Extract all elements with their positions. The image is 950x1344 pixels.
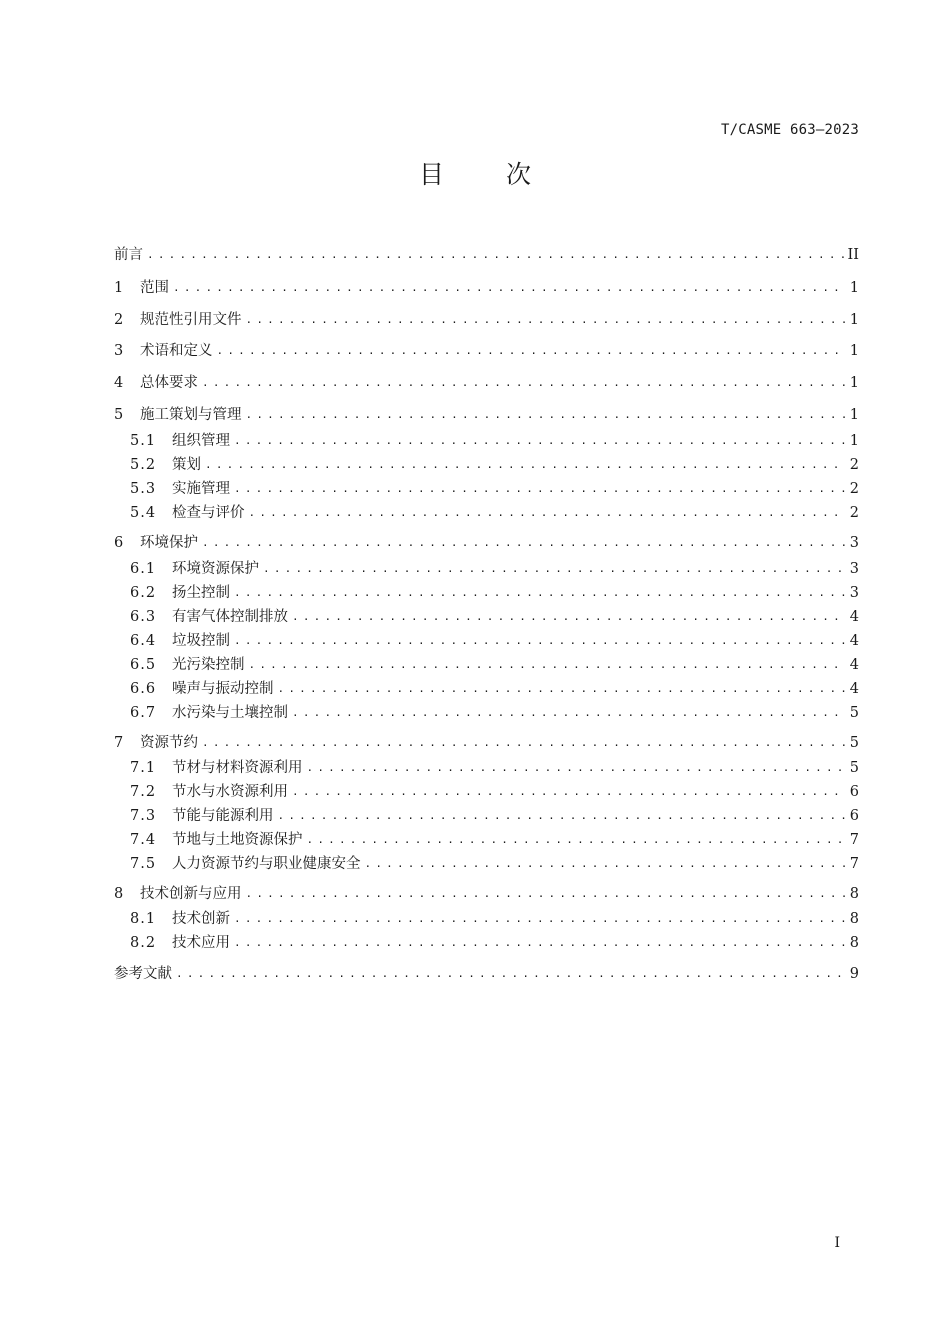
- toc-entry-label: 扬尘控制: [172, 585, 230, 601]
- toc-subentry[interactable]: [130, 630, 859, 652]
- toc-dot-leader: [202, 372, 846, 394]
- toc-entry[interactable]: [114, 883, 859, 905]
- toc-entry[interactable]: [114, 732, 859, 754]
- toc-dot-leader: [365, 853, 846, 875]
- toc-entry-number: 1: [114, 280, 124, 296]
- document-code: T/CASME 663—2023: [720, 122, 859, 138]
- toc-entry-number: 5.3: [130, 481, 157, 497]
- toc-entry-page: 7: [849, 832, 859, 848]
- toc-dot-leader: [234, 630, 846, 652]
- toc-entry-page: 4: [849, 681, 859, 697]
- toc-entry-number: 7: [114, 735, 124, 751]
- toc-subentry[interactable]: [130, 702, 859, 724]
- toc-entry[interactable]: [114, 309, 859, 331]
- toc-entry-number: 6.1: [130, 561, 157, 577]
- toc-entry-label: 光污染控制: [172, 657, 245, 673]
- toc-subentry[interactable]: [130, 606, 859, 628]
- toc-entry-label: 人力资源节约与职业健康安全: [172, 856, 361, 872]
- toc-entry-number: 7.2: [130, 784, 157, 800]
- toc-entry-number: 7.5: [130, 856, 157, 872]
- toc-dot-leader: [249, 502, 846, 524]
- toc-entry-label: 节材与材料资源利用: [172, 760, 303, 776]
- toc-entry-label: 环境资源保护: [172, 561, 259, 577]
- toc-subentry[interactable]: [130, 654, 859, 676]
- toc-dot-leader: [249, 654, 846, 676]
- toc-entry-page: 6: [849, 784, 859, 800]
- toc-dot-leader: [234, 582, 846, 604]
- toc-entry-page: 5: [849, 705, 859, 721]
- toc-subentry[interactable]: [130, 454, 859, 476]
- toc-entry-number: 5: [114, 407, 124, 423]
- toc-entry-number: 4: [114, 375, 124, 391]
- toc-entry-page: 3: [849, 535, 859, 551]
- toc-entry-label: 环境保护: [140, 535, 198, 551]
- toc-entry-number: 6.4: [130, 633, 157, 649]
- toc-entry-page: 1: [849, 343, 859, 359]
- toc-subentry[interactable]: [130, 829, 859, 851]
- page-title: 目次: [418, 160, 593, 189]
- toc-subentry[interactable]: [130, 502, 859, 524]
- toc-entry-number: 5.2: [130, 457, 157, 473]
- toc-entry-label: 垃圾控制: [172, 633, 230, 649]
- toc-dot-leader: [176, 963, 846, 985]
- toc-entry-number: 7.4: [130, 832, 157, 848]
- toc-dot-leader: [278, 678, 846, 700]
- toc-entry-page: 5: [849, 760, 859, 776]
- toc-entry-number: 5.1: [130, 433, 157, 449]
- toc-dot-leader: [246, 883, 846, 905]
- toc-dot-leader: [234, 478, 846, 500]
- toc-entry-label: 节能与能源利用: [172, 808, 274, 824]
- toc-entry-number: 6.5: [130, 657, 157, 673]
- toc-entry-label: 检查与评价: [172, 505, 245, 521]
- toc-entry-label: 总体要求: [140, 375, 198, 391]
- toc-entry-page: 4: [849, 657, 859, 673]
- toc-subentry[interactable]: [130, 757, 859, 779]
- toc-dot-leader: [246, 404, 846, 426]
- toc-entry-label: 技术创新: [172, 911, 230, 927]
- toc-entry-number: 6.3: [130, 609, 157, 625]
- toc-entry-page: 1: [849, 407, 859, 423]
- toc-entry[interactable]: [114, 963, 859, 985]
- toc-entry-label: 节地与土地资源保护: [172, 832, 303, 848]
- toc-entry-label: 范围: [140, 280, 169, 296]
- toc-dot-leader: [234, 908, 846, 930]
- toc-entry-label: 实施管理: [172, 481, 230, 497]
- toc-dot-leader: [292, 606, 846, 628]
- toc-entry-number: 5.4: [130, 505, 157, 521]
- toc-dot-leader: [202, 732, 846, 754]
- toc-entry-page: II: [847, 247, 859, 263]
- toc-subentry[interactable]: [130, 853, 859, 875]
- toc-entry-label: 资源节约: [140, 735, 198, 751]
- toc-entry-page: 1: [849, 312, 859, 328]
- toc-entry-page: 8: [849, 911, 859, 927]
- toc-entry-page: 8: [849, 886, 859, 902]
- toc-entry-page: 7: [849, 856, 859, 872]
- toc-entry-label: 技术应用: [172, 935, 230, 951]
- toc-dot-leader: [234, 430, 846, 452]
- toc-entry-label: 水污染与土壤控制: [172, 705, 288, 721]
- toc-subentry[interactable]: [130, 558, 859, 580]
- toc-subentry[interactable]: [130, 478, 859, 500]
- toc-entry-page: 4: [849, 609, 859, 625]
- toc-entry-label: 术语和定义: [140, 343, 213, 359]
- toc-entry-label: 技术创新与应用: [140, 886, 242, 902]
- toc-subentry[interactable]: [130, 678, 859, 700]
- toc-dot-leader: [217, 340, 846, 362]
- toc-entry-page: 4: [849, 633, 859, 649]
- toc-entry-page: 9: [849, 966, 859, 982]
- toc-entry[interactable]: [114, 340, 859, 362]
- toc-entry-label: 参考文献: [114, 966, 172, 982]
- toc-entry-label: 规范性引用文件: [140, 312, 242, 328]
- toc-entry-page: 2: [849, 481, 859, 497]
- toc-entry-label: 组织管理: [172, 433, 230, 449]
- toc-entry-number: 6: [114, 535, 124, 551]
- toc-entry-page: 2: [849, 505, 859, 521]
- toc-entry[interactable]: [114, 404, 859, 426]
- toc-entry-page: 1: [849, 375, 859, 391]
- toc-subentry[interactable]: [130, 908, 859, 930]
- toc-entry-number: 2: [114, 312, 124, 328]
- toc-entry-number: 6.6: [130, 681, 157, 697]
- toc-entry-page: 3: [849, 585, 859, 601]
- toc-entry-page: 5: [849, 735, 859, 751]
- toc-dot-leader: [292, 702, 846, 724]
- toc-dot-leader: [307, 829, 846, 851]
- toc-entry-number: 8.1: [130, 911, 157, 927]
- toc-entry[interactable]: [114, 532, 859, 554]
- toc-entry-page: 3: [849, 561, 859, 577]
- toc-subentry[interactable]: [130, 781, 859, 803]
- toc-dot-leader: [147, 244, 844, 266]
- toc-dot-leader: [173, 277, 846, 299]
- toc-entry-label: 施工策划与管理: [140, 407, 242, 423]
- toc-entry-label: 前言: [114, 247, 143, 263]
- toc-subentry[interactable]: [130, 430, 859, 452]
- toc-dot-leader: [234, 932, 846, 954]
- toc-dot-leader: [278, 805, 846, 827]
- toc-dot-leader: [292, 781, 846, 803]
- toc-entry-number: 3: [114, 343, 124, 359]
- toc-subentry[interactable]: [130, 932, 859, 954]
- toc-entry[interactable]: [114, 244, 859, 266]
- toc-dot-leader: [202, 532, 846, 554]
- toc-entry-page: 8: [849, 935, 859, 951]
- toc-dot-leader: [263, 558, 846, 580]
- toc-entry-label: 噪声与振动控制: [172, 681, 274, 697]
- toc-dot-leader: [307, 757, 846, 779]
- toc-entry-number: 7.1: [130, 760, 157, 776]
- toc-entry[interactable]: [114, 372, 859, 394]
- toc-dot-leader: [205, 454, 846, 476]
- toc-entry-number: 6.2: [130, 585, 157, 601]
- toc-entry-label: 节水与水资源利用: [172, 784, 288, 800]
- toc-entry-label: 策划: [172, 457, 201, 473]
- toc-entry-number: 6.7: [130, 705, 157, 721]
- toc-entry-page: 2: [849, 457, 859, 473]
- toc-entry[interactable]: [114, 277, 859, 299]
- toc-subentry[interactable]: [130, 805, 859, 827]
- toc-entry-page: 1: [849, 280, 859, 296]
- toc-entry-number: 8: [114, 886, 124, 902]
- toc-entry-page: 6: [849, 808, 859, 824]
- toc-dot-leader: [246, 309, 846, 331]
- toc-entry-number: 8.2: [130, 935, 157, 951]
- page-number: I: [834, 1235, 840, 1251]
- toc-entry-label: 有害气体控制排放: [172, 609, 288, 625]
- toc-entry-number: 7.3: [130, 808, 157, 824]
- toc-subentry[interactable]: [130, 582, 859, 604]
- toc-entry-page: 1: [849, 433, 859, 449]
